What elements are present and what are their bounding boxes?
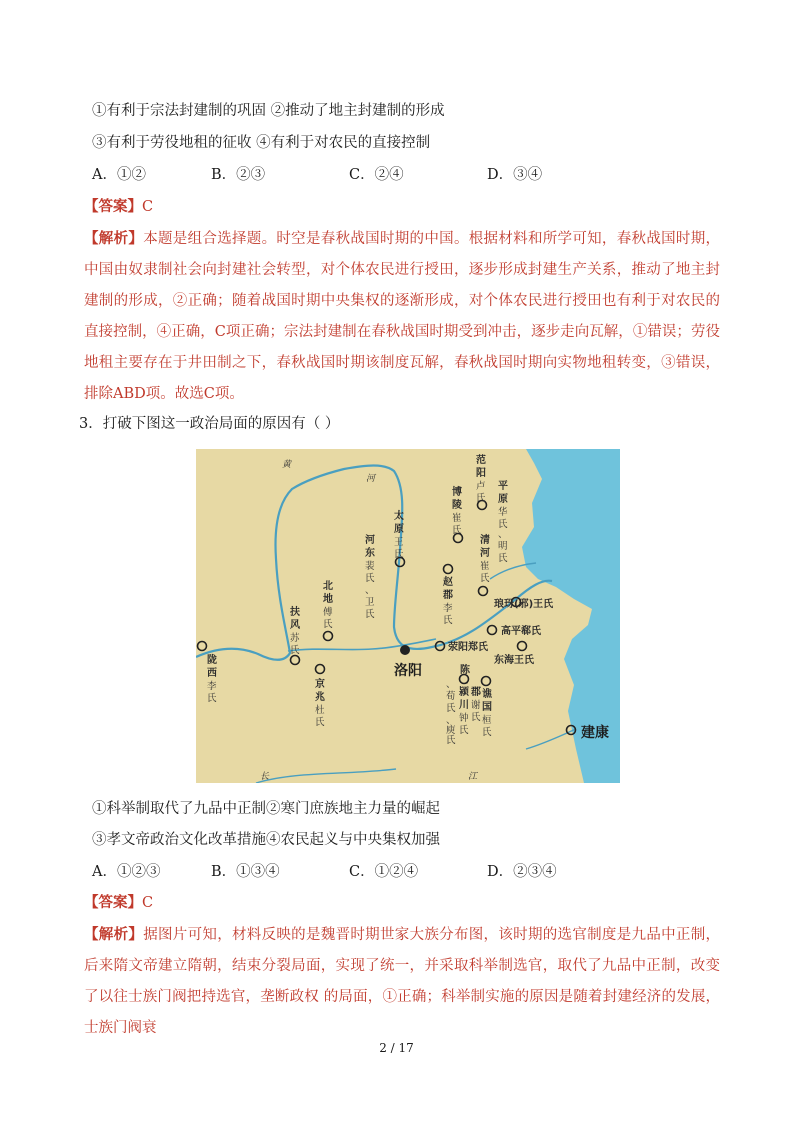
svg-text:氏: 氏: [290, 645, 300, 656]
page-number: 2 / 17: [379, 1041, 414, 1055]
q3-stem-text: 打破下图这一政治局面的原因有（ ）: [102, 416, 340, 432]
svg-text:颍: 颍: [459, 687, 469, 698]
marker-beidi: [324, 632, 333, 641]
q3-option-c: C．①②④: [349, 864, 419, 880]
svg-text:崔: 崔: [480, 561, 490, 572]
q3-stem: [79, 414, 339, 434]
q2-option-b: B．②③: [211, 167, 266, 183]
clan-distribution-map: [196, 449, 620, 783]
clan-taiyuan: [394, 509, 404, 560]
q3-analysis: [84, 919, 720, 1044]
svg-text:氏: 氏: [365, 573, 375, 584]
svg-text:陈: 陈: [460, 665, 470, 676]
svg-text:河: 河: [480, 548, 490, 559]
q2-analysis-tag: 【解析】: [84, 230, 144, 247]
svg-text:杜: 杜: [315, 705, 325, 716]
q2-option-d: D．③④: [487, 167, 543, 183]
svg-text:氏: 氏: [394, 549, 404, 560]
svg-text:原: 原: [498, 494, 508, 505]
svg-text:李: 李: [443, 603, 453, 614]
svg-text:钟: 钟: [459, 713, 469, 724]
clan-donghai: 东海王氏: [494, 655, 534, 666]
clan-xingyang: 荥阳郑氏: [448, 642, 488, 653]
svg-text:华: 华: [498, 507, 508, 518]
q3-number: 3．: [79, 416, 103, 432]
svg-text:川: 川: [459, 700, 469, 711]
svg-text:、: 、: [365, 585, 375, 596]
svg-text:荀: 荀: [446, 691, 456, 702]
clan-markers: [198, 501, 576, 735]
q3-option-a: A．①②③: [92, 864, 161, 880]
marker-qinghe: [479, 587, 488, 596]
svg-text:太: 太: [394, 511, 404, 522]
clan-beidi: [323, 580, 333, 630]
svg-text:西: 西: [207, 668, 217, 679]
clan-zhaojun: [442, 575, 453, 626]
svg-text:兆: 兆: [315, 692, 325, 703]
city-jiankang: 建康: [581, 725, 609, 741]
svg-text:平: 平: [498, 481, 508, 492]
q3-analysis-tag: 【解析】: [84, 926, 144, 943]
marker-fufeng: [291, 656, 300, 665]
svg-text:赵: 赵: [443, 577, 453, 588]
svg-text:氏: 氏: [476, 493, 486, 504]
river-label-huang: 黄: [282, 460, 292, 470]
clan-fufeng: [289, 605, 301, 656]
city-luoyang: 洛阳: [394, 663, 422, 679]
svg-text:氏: 氏: [498, 553, 508, 564]
svg-text:郡: 郡: [443, 590, 453, 601]
svg-text:谢: 谢: [471, 700, 481, 711]
svg-text:桓: 桓: [482, 715, 492, 726]
marker-qiaoguo: [482, 677, 491, 686]
clan-langya: 琅玡(邪)王氏: [494, 599, 554, 610]
q2-statement-line-2: ③有利于劳役地租的征收 ④有利于对农民的直接控制: [92, 135, 431, 151]
svg-text:地: 地: [323, 594, 333, 605]
q3-option-b: B．①③④: [211, 864, 280, 880]
clan-qiaoguo: [482, 687, 493, 738]
svg-text:风: 风: [290, 620, 300, 631]
svg-text:、: 、: [498, 529, 508, 540]
svg-text:氏: 氏: [323, 619, 333, 630]
q2-analysis: [84, 223, 720, 410]
svg-text:、: 、: [446, 715, 456, 726]
svg-text:氏: 氏: [207, 693, 217, 704]
clan-qinghe: [480, 533, 490, 584]
svg-text:李: 李: [207, 681, 217, 692]
q3-answer-value: C: [142, 895, 154, 911]
svg-text:氏: 氏: [446, 735, 456, 746]
svg-text:明: 明: [498, 541, 508, 552]
q3-statement-line-1: ①科举制取代了九品中正制②寒门庶族地主力量的崛起: [92, 801, 440, 817]
q2-answer-tag: 【答案】: [84, 198, 142, 215]
yangtze-river-east: [526, 729, 576, 749]
svg-text:陵: 陵: [452, 500, 462, 511]
clan-fanyang: [475, 453, 486, 504]
q3-option-d: D．②③④: [487, 864, 557, 880]
svg-text:氏: 氏: [459, 725, 469, 736]
svg-text:氏: 氏: [446, 703, 456, 714]
svg-text:博: 博: [452, 487, 462, 498]
svg-text:东: 东: [365, 548, 375, 559]
q2-option-a: A．①②: [92, 167, 146, 183]
marker-longxi: [198, 642, 207, 651]
clan-hedong: [365, 533, 375, 620]
clan-longxi: [207, 653, 217, 704]
q3-analysis-text: 据图片可知，材料反映的是魏晋时期世家大族分布图，该时期的选官制度是九品中正制，后来隋文帝建立隋朝，结束分裂局面，实现了统一，并采取科举制选官，取代了九品中正制，改变了以往士族门阀把持选官，垄断政权 的局面，①正确；科举制实施的原因是随着封建经济的发展，士族门阀衰: [84, 927, 721, 1036]
marker-donghai: [518, 642, 527, 651]
yangtze-river-west: [256, 769, 396, 783]
svg-text:原: 原: [394, 524, 404, 535]
svg-text:京: 京: [315, 679, 325, 690]
marker-jingzhao: [316, 665, 325, 674]
svg-text:氏: 氏: [315, 717, 325, 728]
svg-text:扶: 扶: [290, 607, 300, 618]
svg-text:国: 国: [482, 702, 492, 713]
svg-text:陇: 陇: [207, 655, 217, 666]
svg-text:清: 清: [480, 535, 490, 546]
river-label-jiang: 江: [468, 772, 478, 782]
map-canvas: [196, 449, 620, 783]
marker-gaoping: [488, 626, 497, 635]
svg-text:傅: 傅: [323, 607, 333, 618]
river-label-chang: 长: [260, 772, 270, 782]
clan-pingyuan: [498, 479, 508, 564]
svg-text:卫: 卫: [365, 597, 375, 608]
q2-option-c: C．②④: [349, 167, 404, 183]
svg-text:范: 范: [476, 455, 486, 466]
svg-text:氏: 氏: [443, 615, 453, 626]
svg-text:崔: 崔: [452, 513, 462, 524]
marker-luoyang: [400, 645, 410, 655]
q2-answer-value: C: [142, 199, 154, 215]
clan-jingzhao: [315, 677, 325, 728]
svg-text:氏: 氏: [471, 712, 481, 723]
svg-text:郡: 郡: [471, 687, 481, 698]
q2-statement-line-1: ①有利于宗法封建制的巩固 ②推动了地主封建制的形成: [92, 103, 445, 119]
svg-text:苏: 苏: [290, 633, 300, 644]
svg-text:氏: 氏: [482, 727, 492, 738]
svg-text:阳: 阳: [476, 468, 486, 479]
clan-yingchuan: [446, 679, 470, 746]
svg-text:庾: 庾: [446, 725, 456, 736]
svg-text:氏: 氏: [480, 573, 490, 584]
marker-zhaojun: [444, 565, 453, 574]
svg-text:河: 河: [365, 535, 375, 546]
river-label-he: 河: [366, 474, 376, 484]
svg-text:裴: 裴: [365, 561, 375, 572]
q3-answer-tag: 【答案】: [84, 894, 142, 911]
q3-statement-line-2: ③孝文帝政治文化改革措施④农民起义与中央集权加强: [92, 832, 440, 848]
q2-analysis-text: 本题是组合选择题。时空是春秋战国时期的中国。根据材料和所学可知，春秋战国时期，中国由奴隶制社会向封建社会转型，对个体农民进行授田，逐步形成封建生产关系，推动了地主封建制的形成，②正确；随着战国时期中央集权的逐渐形成，对个体农民进行授田也有利于对农民的直接控制，④正确，C项正确；宗法封建制在春秋战国时期受到冲击，逐步走向瓦解，①错误；劳役地租主要存在于井田制之下，春秋战国时期该制度瓦解，春秋战国时期向实物地租转变，③错误，排除ABD项。故选C项。: [84, 231, 721, 402]
svg-text:卢: 卢: [476, 481, 486, 492]
svg-text:氏: 氏: [365, 609, 375, 620]
svg-text:氏: 氏: [452, 525, 462, 536]
svg-text:谯: 谯: [482, 689, 492, 700]
clan-boling: [452, 485, 462, 536]
clan-gaoping: 高平郗氏: [501, 626, 541, 637]
svg-text:北: 北: [323, 581, 333, 592]
svg-text:王: 王: [394, 537, 404, 548]
svg-text:、: 、: [446, 679, 456, 690]
q2-answer: [84, 197, 153, 217]
svg-text:氏: 氏: [498, 519, 508, 530]
q3-answer: [84, 893, 153, 913]
